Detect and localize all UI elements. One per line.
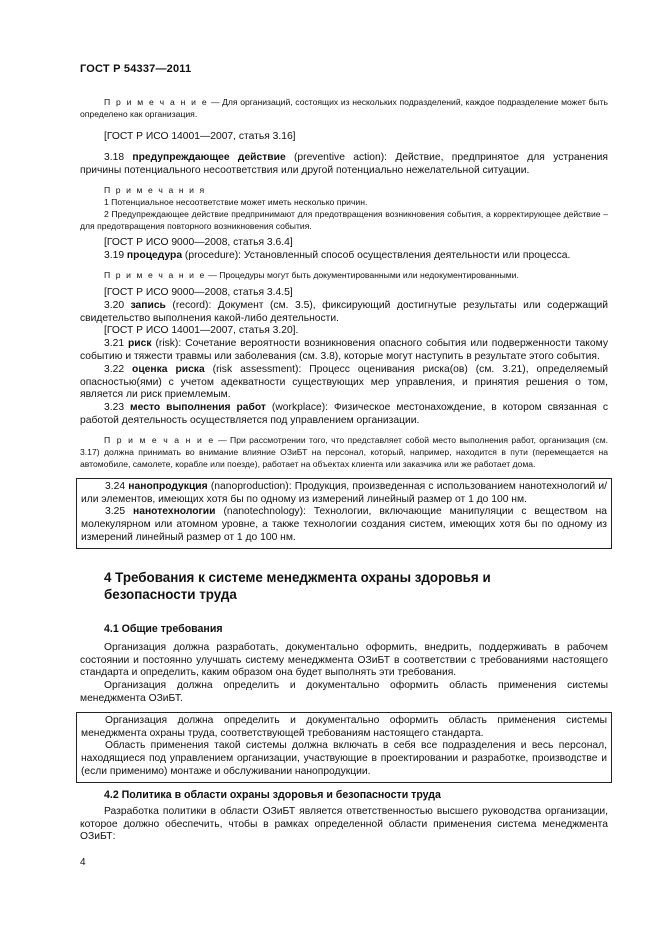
- reference-3-4-5: [ГОСТ Р ИСО 9000—2008, статья 3.4.5]: [104, 286, 293, 298]
- term-procedure: процедура: [126, 250, 183, 262]
- term-risk: риск: [128, 338, 152, 350]
- term-preventive-action: предупреждающее действие: [132, 151, 286, 163]
- definition-3-23: 3.23 место выполнения работ (workplace): Физическое местонахождение, в котором связанная с работой деятельность осуществляется под управлением организации.: [80, 402, 608, 426]
- paragraph-4-1-b: Организация должна определить и документально оформить область применения системы менеджмента ОЗиБТ.: [80, 680, 608, 704]
- reference-3-20: [ГОСТ Р ИСО 14001—2007, статья 3.20].: [104, 325, 299, 337]
- boxed-definitions-nano: [76, 478, 612, 549]
- term-nanoproduction: нанопродукция: [128, 480, 208, 492]
- reference-3-16: [ГОСТ Р ИСО 14001—2007, статья 3.16]: [104, 131, 296, 142]
- document-body: [80, 96, 608, 844]
- paragraph-4-2-a: Разработка политики в области ОЗиБТ является ответственностью высшего руководства организации, которое должно обеспечить, чтобы в рамках определенной области применения система менеджмента ОЗиБТ:: [80, 805, 608, 843]
- section-4-title: 4 Требования к системе менеджмента охраны здоровья и безопасности труда: [104, 569, 491, 602]
- note-3-23: П р и м е ч а н и е — При рассмотрении того, что представляет собой место выполнения работ, организация (см. 3.17) должна принимать во внимание влияние ОЗиБТ на персонал, который, например, находится в пути (перемещается на автомобиле, самолете, корабле или поезде), работает на объектах клиента или заказчика или же работает дома.: [80, 434, 608, 469]
- definition-3-19: 3.19 процедура (procedure): Установленный способ осуществления деятельности или процесса.: [104, 250, 571, 262]
- term-workplace: место выполнения работ: [130, 402, 266, 414]
- note-3-19: П р и м е ч а н и е — Процедуры могут быть документированными или недокументированными.: [104, 269, 519, 280]
- page-number: 4: [80, 857, 86, 868]
- definition-3-25: 3.25 нанотехнологии (nanotechnology): Технологии, включающие манипуляции с веществом на молекулярном или атомном уровне, а также технологии создания систем, имеющих хотя бы по одному из измерений линейный размер от 1 до 100 нм.: [81, 506, 607, 543]
- notes-3-18-label: П р и м е ч а н и я: [104, 185, 206, 196]
- document-header: ГОСТ Р 54337—2011: [80, 63, 192, 75]
- box-paragraph-4-1-b: Область применения такой системы должна включать в себя все подразделения и весь персонал, находящиеся под управлением организации, участвующие в проектировании и разработке, производстве и (если применимо) монтаже и обслуживании нанопродукции.: [81, 740, 607, 777]
- box-paragraph-4-1-a: Организация должна определить и документально оформить область применения системы менеджмента охраны труда, соответствующей требованиям настоящего стандарта.: [81, 714, 607, 739]
- notes-3-18-item-2: 2 Предупреждающее действие предпринимают для предотвращения возникновения события, а корректирующее действие – для предотвращения повторного возникновения события.: [80, 209, 608, 232]
- reference-3-6-4: [ГОСТ Р ИСО 9000—2008, статья 3.6.4]: [104, 237, 293, 249]
- term-nanotechnology: нанотехнологии: [133, 506, 216, 518]
- definition-3-21: 3.21 риск (risk): Сочетание вероятности возникновения опасного события или подверженности такому событию и тяжести травмы или заболевания (см. 3.8), которые могут наступить в результате этого события.: [80, 338, 608, 362]
- term-risk-assessment: оценка риска: [132, 363, 205, 375]
- section-4-2-title: 4.2 Политика в области охраны здоровья и безопасности труда: [104, 788, 441, 801]
- notes-3-18-item-1: 1 Потенциальное несоответствие может иметь несколько причин.: [104, 197, 368, 208]
- paragraph-4-1-a: Организация должна разработать, документально оформить, внедрить, поддерживать в рабочем состоянии и постоянно улучшать систему менеджмента ОЗиБТ в соответствии с требованиями настоящего стандарта и определить, каким образом она будет выполнять эти требования.: [80, 641, 608, 679]
- note-organization: П р и м е ч а н и е — Для организаций, состоящих из нескольких подразделений, каждое подразделение может быть определено как организация.: [80, 97, 609, 119]
- boxed-requirements-4-1: [76, 712, 612, 783]
- definition-3-24: 3.24 нанопродукция (nanoproduction): Продукция, произведенная с использованием нанотехнологий и/или элементов, имеющих хотя бы по одному из измерений линейный размер от 1 до 100 нм.: [81, 480, 607, 505]
- definition-3-18: 3.18 предупреждающее действие (preventive action): Действие, предпринятое для устранения причины потенциального несоответствия или другой потенциально нежелательной ситуации.: [80, 151, 608, 176]
- term-record: запись: [130, 299, 166, 311]
- section-4-1-title: 4.1 Общие требования: [104, 622, 223, 635]
- definition-3-20: 3.20 запись (record): Документ (см. 3.5), фиксирующий достигнутые результаты или содержащий свидетельство выполнения какой-либо деятельности.: [80, 299, 608, 324]
- definition-3-22: 3.22 оценка риска (risk assessment): Процесс оценивания риска(ов) (см. 3.21), определяемый опасностью(ями) с учетом адекватности существующих мер управления, и принятия решения о том, является ли риск приемлемым.: [80, 363, 608, 401]
